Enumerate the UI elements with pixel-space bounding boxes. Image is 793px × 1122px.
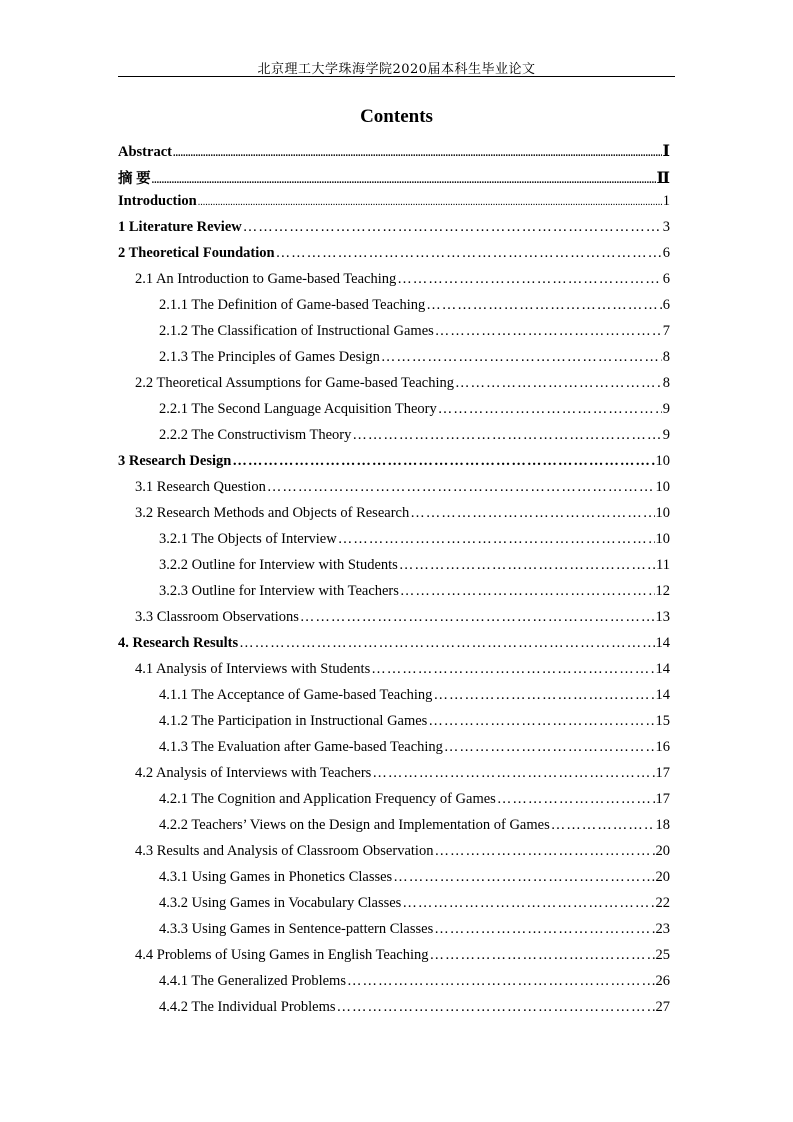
toc-entry-page: 10 [655, 505, 670, 521]
dot-leader [399, 557, 655, 574]
dot-leader [455, 375, 662, 392]
toc-entry-label: 4.1 Analysis of Interviews with Students [135, 661, 371, 677]
toc-entry-page: 25 [655, 947, 670, 963]
toc-entry-page: 18 [655, 817, 670, 833]
toc-entry[interactable] [118, 219, 670, 245]
dot-leader [276, 245, 662, 262]
toc-entry-page: 13 [655, 609, 670, 625]
toc-entry[interactable] [118, 739, 670, 765]
toc-entry-label: 2.1.3 The Principles of Games Design [159, 349, 380, 365]
toc-entry-page: 14 [655, 635, 670, 651]
dot-leader [267, 479, 655, 496]
toc-entry-label: 2.2.2 The Constructivism Theory [159, 427, 352, 443]
toc-entry[interactable] [118, 765, 670, 791]
toc-entry-page: Ⅰ [662, 143, 670, 160]
dot-leader [444, 739, 655, 756]
dot-leader [338, 531, 655, 548]
toc-entry-label: 3 Research Design [118, 453, 232, 469]
header-rule [118, 76, 675, 77]
toc-entry[interactable] [118, 271, 670, 297]
toc-entry-page: 9 [662, 427, 670, 443]
toc-entry-page: 14 [655, 687, 670, 703]
toc-entry-page: 26 [655, 973, 670, 989]
toc-entry-page: 12 [655, 583, 670, 599]
toc-entry-label: 1 Literature Review [118, 219, 242, 235]
toc-entry[interactable] [118, 895, 670, 921]
dot-leader [393, 869, 654, 886]
toc-entry-page: 17 [655, 765, 670, 781]
dot-leader [551, 817, 655, 834]
dot-leader [371, 661, 654, 678]
dot-leader [410, 505, 654, 522]
toc-entry-label: 4.3.1 Using Games in Phonetics Classes [159, 869, 393, 885]
toc-entry-page: 14 [655, 661, 670, 677]
dot-leader [430, 947, 655, 964]
dot-leader [337, 999, 655, 1016]
toc-entry-label: 3.2.3 Outline for Interview with Teachers [159, 583, 399, 599]
toc-entry-label: 2.1.2 The Classification of Instructional Games [159, 323, 434, 339]
toc-entry[interactable] [118, 401, 670, 427]
toc-entry-page: 8 [662, 375, 670, 391]
toc-entry-page: 3 [662, 219, 670, 235]
toc-entry-page: 17 [655, 791, 670, 807]
toc-entry-label: 4.3 Results and Analysis of Classroom Observation [135, 843, 434, 859]
toc-entry[interactable] [118, 713, 670, 739]
toc-entry-page: 10 [655, 531, 670, 547]
dot-leader [397, 271, 661, 288]
toc-entry-page: Ⅱ [656, 170, 670, 187]
toc-entry-label: 4.2.1 The Cognition and Application Frequency of Games [159, 791, 496, 807]
toc-entry[interactable] [118, 479, 670, 505]
toc-entry-label: 3.1 Research Question [135, 479, 266, 495]
toc-entry-page: 15 [655, 713, 670, 729]
dot-leader [438, 401, 662, 418]
toc-entry-page: 7 [662, 323, 670, 339]
toc-entry-label: 4.1.1 The Acceptance of Game-based Teaching [159, 687, 433, 703]
page-title: Contents [360, 106, 433, 127]
toc-entry[interactable] [118, 869, 670, 895]
toc-entry[interactable] [118, 323, 670, 349]
toc-entry-label: 4.4.2 The Individual Problems [159, 999, 336, 1015]
toc-entry[interactable] [118, 843, 670, 869]
toc-entry-page: 1 [662, 193, 670, 209]
dot-leader [434, 921, 654, 938]
toc-entry[interactable] [118, 921, 670, 947]
toc-entry[interactable] [118, 245, 670, 271]
toc-entry[interactable] [118, 453, 670, 479]
toc-entry[interactable] [118, 583, 670, 609]
toc-entry-label: 4.1.2 The Participation in Instructional Games [159, 713, 428, 729]
toc-entry-page: 6 [662, 297, 670, 313]
dot-leader [426, 297, 662, 314]
toc-entry-label: 2.2 Theoretical Assumptions for Game-based Teaching [135, 375, 454, 391]
dot-leader [435, 323, 662, 340]
toc-entry-page: 8 [662, 349, 670, 365]
toc-entry-label: 摘 要 [118, 171, 151, 187]
toc-entry-label: 2.1.1 The Definition of Game-based Teaching [159, 297, 426, 313]
dot-leader [433, 687, 654, 704]
toc-entry[interactable] [118, 531, 670, 557]
dot-leader [232, 453, 654, 470]
toc-entry[interactable] [118, 167, 670, 193]
toc-entry[interactable] [118, 973, 670, 999]
toc-entry-label: 2 Theoretical Foundation [118, 245, 275, 261]
toc-entry[interactable] [118, 505, 670, 531]
toc-entry-page: 16 [655, 739, 670, 755]
toc-entry[interactable] [118, 635, 670, 661]
toc-entry-page: 9 [662, 401, 670, 417]
dot-leader [173, 148, 662, 159]
dot-leader [428, 713, 654, 730]
toc-entry-page: 6 [662, 245, 670, 261]
toc-entry[interactable] [118, 427, 670, 453]
toc-entry[interactable] [118, 557, 670, 583]
dot-leader [434, 843, 654, 860]
dot-leader [239, 635, 654, 652]
dot-leader [497, 791, 655, 808]
toc-entry-label: Abstract [118, 144, 172, 160]
toc-entry-label: 4.4 Problems of Using Games in English Teaching [135, 947, 429, 963]
toc-entry-label: 2.1 An Introduction to Game-based Teaching [135, 271, 397, 287]
dot-leader [152, 175, 656, 186]
dot-leader [372, 765, 654, 782]
dot-leader [381, 349, 662, 366]
toc-entry[interactable] [118, 193, 670, 219]
toc-entry-label: Introduction [118, 193, 197, 209]
toc-entry-label: 3.2 Research Methods and Objects of Research [135, 505, 410, 521]
toc-entry-page: 27 [655, 999, 670, 1015]
toc-entry-page: 23 [655, 921, 670, 937]
toc-entry-label: 3.2.1 The Objects of Interview [159, 531, 337, 547]
dot-leader [300, 609, 655, 626]
toc-entry-label: 4.4.1 The Generalized Problems [159, 973, 346, 989]
toc-entry-page: 22 [655, 895, 670, 911]
toc-entry-label: 4.2.2 Teachers’ Views on the Design and Implementation of Games [159, 817, 550, 833]
toc-entry[interactable] [118, 687, 670, 713]
toc-entry-page: 10 [655, 453, 670, 469]
toc-entry-label: 4. Research Results [118, 635, 239, 651]
dot-leader [352, 427, 661, 444]
toc-entry-label: 2.2.1 The Second Language Acquisition Theory [159, 401, 437, 417]
toc-entry-label: 4.2 Analysis of Interviews with Teachers [135, 765, 372, 781]
toc-entry[interactable] [118, 661, 670, 687]
toc-entry-page: 11 [656, 557, 670, 573]
dot-leader [347, 973, 655, 990]
running-header: 北京理工大学珠海学院2020届本科生毕业论文 [257, 62, 536, 77]
dot-leader [243, 219, 662, 236]
toc-entry[interactable] [118, 947, 670, 973]
toc-entry-page: 10 [655, 479, 670, 495]
toc-entry-label: 3.3 Classroom Observations [135, 609, 299, 625]
toc-entry-page: 20 [655, 869, 670, 885]
toc-entry[interactable] [118, 375, 670, 401]
table-of-contents [118, 141, 670, 1025]
toc-entry-label: 4.3.3 Using Games in Sentence-pattern Classes [159, 921, 434, 937]
toc-entry[interactable] [118, 999, 670, 1025]
toc-entry[interactable] [118, 609, 670, 635]
toc-entry[interactable] [118, 141, 670, 167]
dot-leader [402, 895, 654, 912]
toc-entry-page: 20 [655, 843, 670, 859]
dot-leader [400, 583, 655, 600]
dot-leader [198, 197, 662, 208]
toc-entry[interactable] [118, 297, 670, 323]
toc-entry[interactable] [118, 349, 670, 375]
toc-entry-label: 3.2.2 Outline for Interview with Students [159, 557, 398, 573]
toc-entry-label: 4.1.3 The Evaluation after Game-based Teaching [159, 739, 443, 755]
toc-entry-label: 4.3.2 Using Games in Vocabulary Classes [159, 895, 402, 911]
toc-entry[interactable] [118, 817, 670, 843]
toc-entry[interactable] [118, 791, 670, 817]
toc-entry-page: 6 [662, 271, 670, 287]
